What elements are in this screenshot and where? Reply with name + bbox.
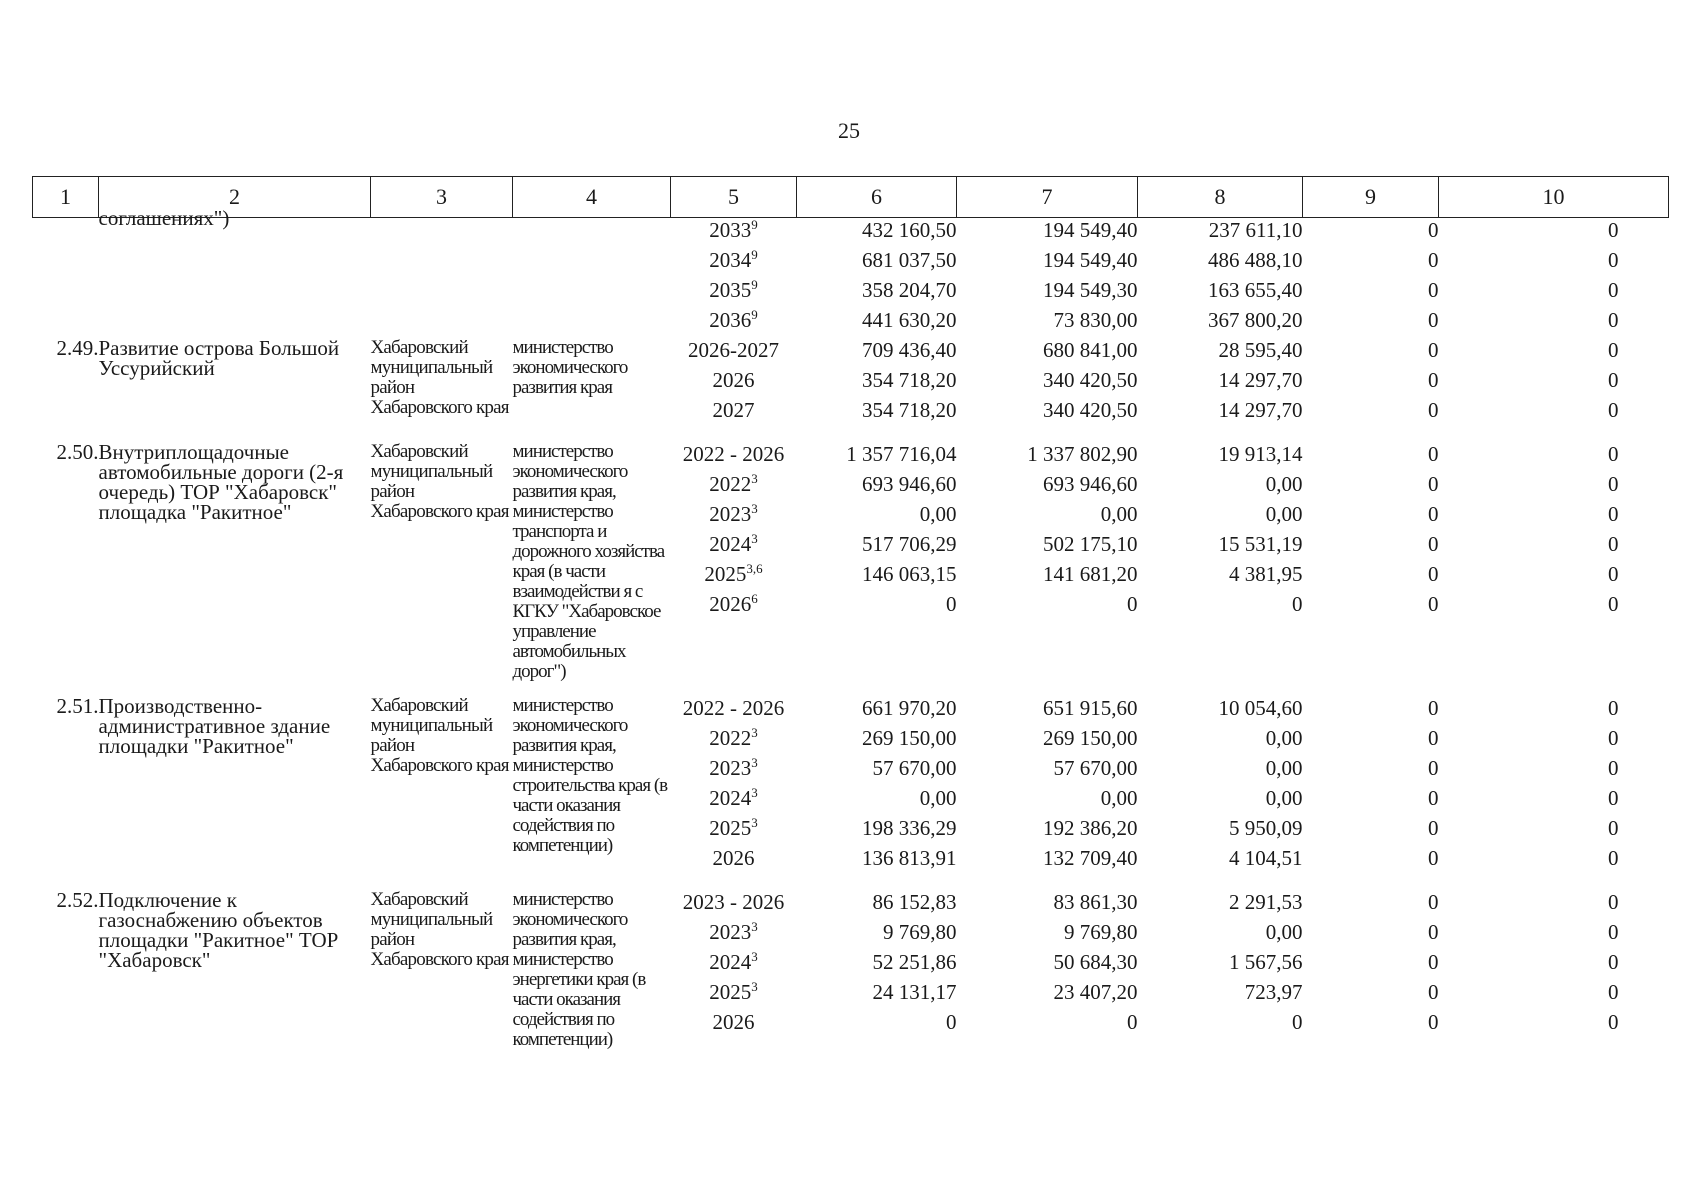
federal-cell: 269 150,00 [1043, 726, 1138, 750]
col-header-1: 1 [33, 177, 99, 218]
federal-cell: 0,00 [1100, 502, 1138, 526]
regional-cell: 5 950,09 [1229, 816, 1303, 840]
col-header-9: 9 [1303, 177, 1439, 218]
local-cell: 0 [1428, 696, 1439, 720]
col-header-3: 3 [371, 177, 513, 218]
item-territory: Хабаровский муниципальный район Хабаровского края [370, 695, 509, 776]
item-row [33, 890, 1669, 1050]
item-values [671, 696, 1669, 876]
other-cell: 0 [1608, 1010, 1619, 1034]
other-cell: 0 [1608, 472, 1619, 496]
local-cell: 0 [1428, 278, 1439, 302]
local-cell: 0 [1428, 756, 1439, 780]
other-cell: 0 [1608, 890, 1619, 914]
local-cell: 0 [1428, 338, 1439, 362]
local-cell: 0 [1428, 442, 1439, 466]
row-gap [33, 1050, 1669, 1064]
item-row [33, 338, 1669, 428]
total-cell: 0,00 [919, 786, 957, 810]
item-territory: Хабаровский муниципальный район Хабаровского края [370, 889, 509, 970]
total-cell: 146 063,15 [862, 562, 957, 586]
value-row [671, 218, 1669, 248]
period-cell: 2022 - 2026 [682, 442, 785, 466]
federal-cell: 9 769,80 [1064, 920, 1138, 944]
total-cell: 441 630,20 [862, 308, 957, 332]
value-row [671, 338, 1669, 368]
regional-cell: 15 531,19 [1218, 532, 1303, 556]
item-name: Производственно-административное здание площадки "Ракитное" [98, 694, 331, 758]
federal-cell: 194 549,40 [1043, 248, 1138, 272]
item-number [33, 218, 99, 339]
local-cell: 0 [1428, 248, 1439, 272]
year-values-block [671, 218, 1669, 338]
item-number: 2.52. [56, 888, 99, 912]
row-gap [33, 876, 1669, 890]
regional-cell: 10 054,60 [1218, 696, 1303, 720]
other-cell: 0 [1608, 816, 1619, 840]
other-cell: 0 [1608, 846, 1619, 870]
other-cell: 0 [1608, 920, 1619, 944]
period-cell: 2024$^3$ [709, 949, 758, 974]
regional-cell: 0,00 [1265, 726, 1303, 750]
value-row [671, 442, 1669, 472]
period-cell: 2036$^9$ [709, 307, 758, 332]
period-cell: 2022 - 2026 [682, 696, 785, 720]
footnote-mark: 6 [751, 591, 758, 606]
total-cell: 136 813,91 [862, 846, 957, 870]
local-cell: 0 [1428, 1010, 1439, 1034]
regional-cell: 19 913,14 [1218, 442, 1303, 466]
period-cell: 2035$^9$ [709, 277, 758, 302]
local-cell: 0 [1428, 502, 1439, 526]
period-cell: 2022$^3$ [709, 471, 758, 496]
total-cell: 86 152,83 [872, 890, 957, 914]
other-cell: 0 [1608, 786, 1619, 810]
other-cell: 0 [1608, 218, 1619, 242]
federal-cell: 0 [1127, 592, 1138, 616]
year-values-block [671, 890, 1669, 1040]
other-cell: 0 [1608, 442, 1619, 466]
period-cell: 2033$^9$ [709, 217, 758, 242]
value-row [671, 562, 1669, 592]
total-cell: 354 718,20 [862, 398, 957, 422]
value-row [671, 1010, 1669, 1040]
other-cell: 0 [1608, 278, 1619, 302]
federal-cell: 83 861,30 [1053, 890, 1138, 914]
local-cell: 0 [1428, 816, 1439, 840]
local-cell: 0 [1428, 890, 1439, 914]
continuation-row [33, 218, 1669, 339]
other-cell: 0 [1608, 532, 1619, 556]
footnote-mark: 3 [751, 755, 758, 770]
value-row [671, 398, 1669, 428]
local-cell: 0 [1428, 368, 1439, 392]
local-cell: 0 [1428, 950, 1439, 974]
period-cell: 2025$^3$ [709, 815, 758, 840]
item-territory: Хабаровский муниципальный район Хабаровского края [370, 337, 509, 418]
value-row [671, 786, 1669, 816]
regional-cell: 237 611,10 [1208, 218, 1303, 242]
col-header-5: 5 [671, 177, 797, 218]
regional-cell: 28 595,40 [1218, 338, 1303, 362]
item-number: 2.50. [56, 440, 99, 464]
item-values [671, 218, 1669, 339]
col-header-8: 8 [1138, 177, 1303, 218]
item-name-tail: соглашениях") [98, 206, 230, 230]
value-row [671, 472, 1669, 502]
period-cell: 2022$^3$ [709, 725, 758, 750]
regional-cell: 14 297,70 [1218, 398, 1303, 422]
total-cell: 432 160,50 [862, 218, 957, 242]
item-responsible: министерство экономического развития края, министерство энергетики края (в части оказания содействия по компетенции) [512, 889, 646, 1050]
value-row [671, 890, 1669, 920]
value-row [671, 532, 1669, 562]
total-cell: 693 946,60 [862, 472, 957, 496]
period-cell: 2026 [712, 1010, 755, 1034]
footnote-mark: 3 [751, 785, 758, 800]
value-row [671, 816, 1669, 846]
total-cell: 1 357 716,04 [846, 442, 957, 466]
regional-cell: 2 291,53 [1229, 890, 1303, 914]
regional-cell: 1 567,56 [1229, 950, 1303, 974]
row-gap [33, 682, 1669, 696]
local-cell: 0 [1428, 308, 1439, 332]
total-cell: 57 670,00 [872, 756, 957, 780]
budget-table [32, 176, 1669, 1064]
value-row [671, 726, 1669, 756]
other-cell: 0 [1608, 502, 1619, 526]
value-row [671, 592, 1669, 622]
footnote-mark: 3 [751, 471, 758, 486]
total-cell: 198 336,29 [862, 816, 957, 840]
total-cell: 0 [946, 592, 957, 616]
regional-cell: 0,00 [1265, 472, 1303, 496]
period-cell: 2026 [712, 846, 755, 870]
federal-cell: 141 681,20 [1043, 562, 1138, 586]
total-cell: 354 718,20 [862, 368, 957, 392]
item-name: Развитие острова Большой Уссурийский [98, 336, 340, 380]
total-cell: 24 131,17 [872, 980, 957, 1004]
value-row [671, 980, 1669, 1010]
other-cell: 0 [1608, 398, 1619, 422]
item-responsible: министерство экономического развития края, министерство строительства края (в части оказания содействия по компетенции) [512, 695, 668, 856]
period-cell: 2034$^9$ [709, 247, 758, 272]
item-number: 2.51. [56, 694, 99, 718]
federal-cell: 194 549,40 [1043, 218, 1138, 242]
total-cell: 52 251,86 [872, 950, 957, 974]
other-cell: 0 [1608, 980, 1619, 1004]
period-cell: 2024$^3$ [709, 531, 758, 556]
local-cell: 0 [1428, 398, 1439, 422]
col-header-4: 4 [513, 177, 671, 218]
footnote-mark: 9 [751, 217, 758, 232]
value-row [671, 502, 1669, 532]
value-row [671, 368, 1669, 398]
federal-cell: 502 175,10 [1043, 532, 1138, 556]
federal-cell: 693 946,60 [1043, 472, 1138, 496]
value-row [671, 248, 1669, 278]
other-cell: 0 [1608, 726, 1619, 750]
federal-cell: 192 386,20 [1043, 816, 1138, 840]
federal-cell: 73 830,00 [1053, 308, 1138, 332]
other-cell: 0 [1608, 592, 1619, 616]
federal-cell: 194 549,30 [1043, 278, 1138, 302]
local-cell: 0 [1428, 562, 1439, 586]
regional-cell: 14 297,70 [1218, 368, 1303, 392]
local-cell: 0 [1428, 846, 1439, 870]
footnote-mark: 9 [751, 307, 758, 322]
footnote-mark: 9 [751, 247, 758, 262]
footnote-mark: 3 [751, 949, 758, 964]
footnote-mark: 3 [751, 815, 758, 830]
federal-cell: 340 420,50 [1043, 398, 1138, 422]
total-cell: 517 706,29 [862, 532, 957, 556]
other-cell: 0 [1608, 562, 1619, 586]
local-cell: 0 [1428, 786, 1439, 810]
federal-cell: 0 [1127, 1010, 1138, 1034]
value-row [671, 756, 1669, 786]
federal-cell: 23 407,20 [1053, 980, 1138, 1004]
regional-cell: 0,00 [1265, 786, 1303, 810]
value-row [671, 696, 1669, 726]
regional-cell: 0,00 [1265, 920, 1303, 944]
regional-cell: 0 [1292, 1010, 1303, 1034]
federal-cell: 57 670,00 [1053, 756, 1138, 780]
period-cell: 2024$^3$ [709, 785, 758, 810]
federal-cell: 132 709,40 [1043, 846, 1138, 870]
local-cell: 0 [1428, 218, 1439, 242]
footnote-mark: 3 [751, 501, 758, 516]
item-responsible: министерство экономического развития края [512, 337, 628, 398]
local-cell: 0 [1428, 920, 1439, 944]
value-row [671, 846, 1669, 876]
footnote-mark: 9 [751, 277, 758, 292]
local-cell: 0 [1428, 592, 1439, 616]
total-cell: 269 150,00 [862, 726, 957, 750]
total-cell: 9 769,80 [883, 920, 957, 944]
local-cell: 0 [1428, 980, 1439, 1004]
period-cell: 2026-2027 [688, 338, 779, 362]
item-name: Внутриплощадочные автомобильные дороги (2-я очередь) ТОР "Хабаровск" площадка "Ракитное" [98, 440, 344, 524]
year-values-block [671, 338, 1669, 428]
period-cell: 2026 [712, 368, 755, 392]
period-cell: 2023$^3$ [709, 755, 758, 780]
item-territory [371, 218, 513, 339]
regional-cell: 486 488,10 [1208, 248, 1303, 272]
regional-cell: 163 655,40 [1208, 278, 1303, 302]
item-values [671, 338, 1669, 428]
period-cell: 2023$^3$ [709, 501, 758, 526]
item-responsible [513, 218, 671, 339]
regional-cell: 0 [1292, 592, 1303, 616]
year-values-block [671, 442, 1669, 622]
footnote-mark: 3 [751, 979, 758, 994]
value-row [671, 308, 1669, 338]
regional-cell: 0,00 [1265, 502, 1303, 526]
footnote-mark: 3 [751, 725, 758, 740]
federal-cell: 651 915,60 [1043, 696, 1138, 720]
total-cell: 661 970,20 [862, 696, 957, 720]
item-number: 2.49. [56, 336, 99, 360]
item-values [671, 890, 1669, 1050]
other-cell: 0 [1608, 756, 1619, 780]
federal-cell: 50 684,30 [1053, 950, 1138, 974]
item-row [33, 442, 1669, 682]
total-cell: 358 204,70 [862, 278, 957, 302]
local-cell: 0 [1428, 532, 1439, 556]
footnote-mark: 3 [751, 531, 758, 546]
federal-cell: 340 420,50 [1043, 368, 1138, 392]
value-row [671, 950, 1669, 980]
regional-cell: 0,00 [1265, 756, 1303, 780]
federal-cell: 680 841,00 [1043, 338, 1138, 362]
item-responsible: министерство экономического развития края, министерство транспорта и дорожного хозяйства края (в части взаимодействи я с КГКУ "Хабаровское управление автомобильных дорог") [512, 441, 665, 682]
other-cell: 0 [1608, 696, 1619, 720]
total-cell: 0 [946, 1010, 957, 1034]
total-cell: 681 037,50 [862, 248, 957, 272]
period-cell: 2023 - 2026 [682, 890, 785, 914]
item-row [33, 696, 1669, 876]
period-cell: 2025$^{3,6}$ [704, 561, 763, 586]
col-header-2: 2 [99, 177, 371, 218]
total-cell: 0,00 [919, 502, 957, 526]
other-cell: 0 [1608, 248, 1619, 272]
page-number: 25 [838, 118, 860, 143]
regional-cell: 367 800,20 [1208, 308, 1303, 332]
other-cell: 0 [1608, 338, 1619, 362]
regional-cell: 723,97 [1244, 980, 1303, 1004]
regional-cell: 4 104,51 [1229, 846, 1303, 870]
total-cell: 709 436,40 [862, 338, 957, 362]
other-cell: 0 [1608, 308, 1619, 332]
period-cell: 2025$^3$ [709, 979, 758, 1004]
footnote-mark: 3 [751, 919, 758, 934]
other-cell: 0 [1608, 368, 1619, 392]
regional-cell: 4 381,95 [1229, 562, 1303, 586]
period-cell: 2027 [712, 398, 755, 422]
col-header-7: 7 [957, 177, 1138, 218]
item-values [671, 442, 1669, 682]
value-row [671, 278, 1669, 308]
federal-cell: 0,00 [1100, 786, 1138, 810]
item-territory: Хабаровский муниципальный район Хабаровского края [370, 441, 509, 522]
period-cell: 2023$^3$ [709, 919, 758, 944]
col-header-6: 6 [797, 177, 957, 218]
local-cell: 0 [1428, 472, 1439, 496]
period-cell: 2026$^6$ [709, 591, 758, 616]
local-cell: 0 [1428, 726, 1439, 750]
other-cell: 0 [1608, 950, 1619, 974]
col-header-10: 10 [1439, 177, 1669, 218]
year-values-block [671, 696, 1669, 876]
federal-cell: 1 337 802,90 [1027, 442, 1138, 466]
item-name: Подключение к газоснабжению объектов площадки "Ракитное" ТОР "Хабаровск" [98, 888, 339, 972]
value-row [671, 920, 1669, 950]
footnote-mark: 3,6 [746, 561, 763, 576]
